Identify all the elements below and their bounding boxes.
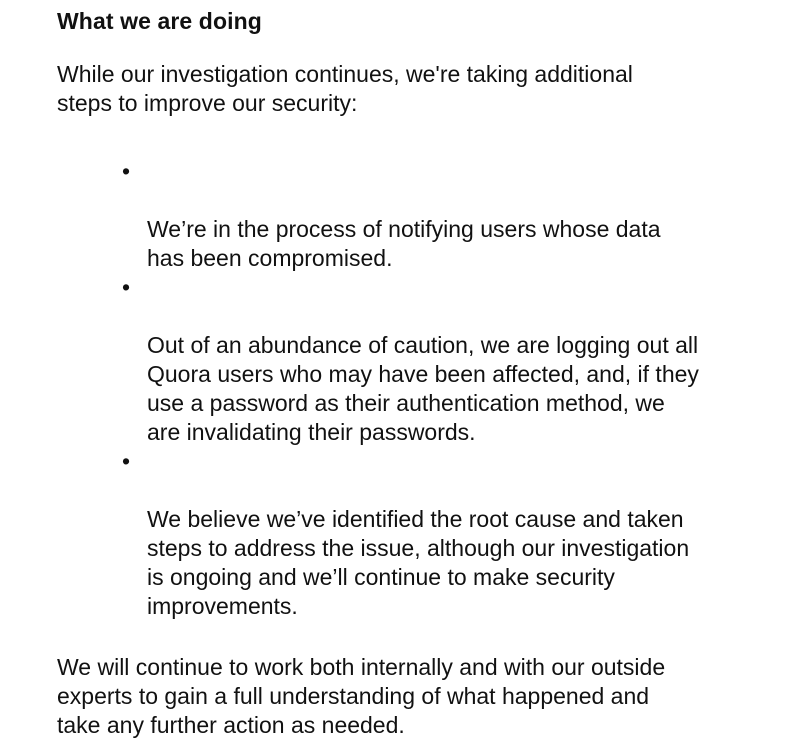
intro-paragraph: While our investigation continues, we're taking additional steps to improve our security: <box>57 61 633 116</box>
bullet-list <box>57 157 790 621</box>
closing-paragraph: We will continue to work both internally and with our outside experts to gain a full understanding of what happened and take any further action as needed. <box>57 654 666 738</box>
bullet-item <box>57 447 790 621</box>
bullet-icon: • <box>121 448 131 474</box>
section-heading: What we are doing <box>57 8 262 34</box>
bullet-text: We’re in the process of notifying users whose data has been compromised. <box>147 216 661 271</box>
bullet-item <box>57 157 790 273</box>
bullet-icon: • <box>121 274 131 300</box>
bullet-icon: • <box>121 158 131 184</box>
bullet-text: We believe we’ve identified the root cause and taken steps to address the issue, although our investigation is ongoing and we’ll continue to make security improvements. <box>147 506 690 619</box>
bullet-item <box>57 273 790 447</box>
bullet-text: Out of an abundance of caution, we are logging out all Quora users who may have been affected, and, if they use a password as their authentication method, we are invalidating their passwords. <box>147 332 699 445</box>
